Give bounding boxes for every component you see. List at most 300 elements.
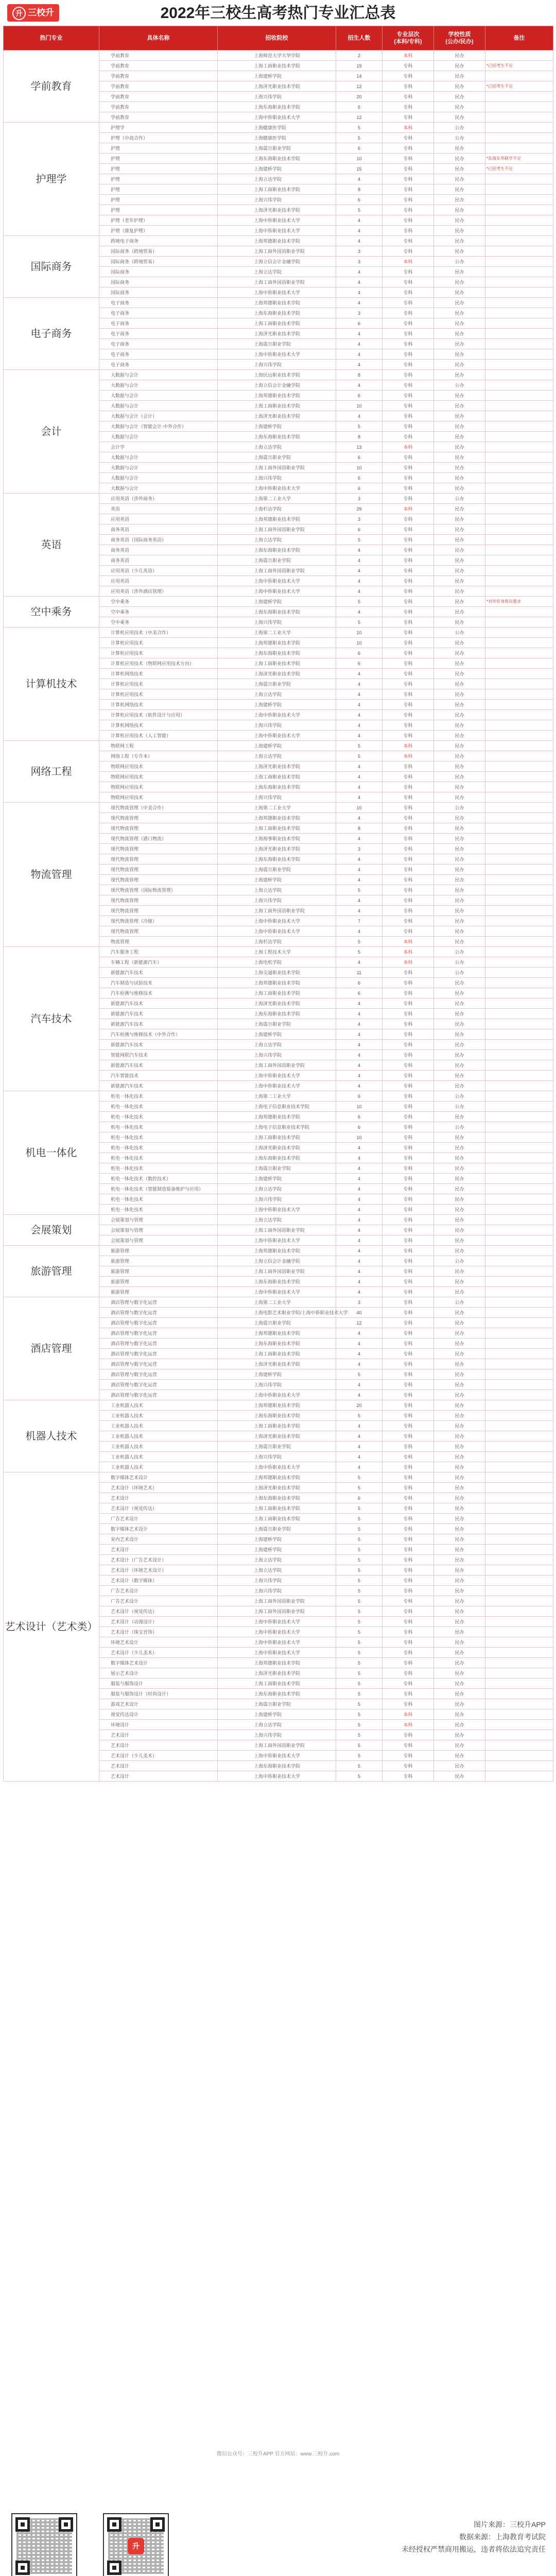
note-cell — [485, 277, 553, 287]
major-group-name: 机电一体化 — [4, 1091, 99, 1215]
nature-cell: 民办 — [434, 576, 485, 586]
nature-cell: 民办 — [434, 885, 485, 895]
school-cell: 上海东海职业技术学院 — [218, 102, 336, 112]
nature-cell: 民办 — [434, 1163, 485, 1174]
level-cell: 本科 — [383, 937, 434, 947]
school-cell: 上海工商职业技术学院 — [218, 1421, 336, 1431]
note-cell — [485, 1751, 553, 1761]
spec-cell: 广告艺术设计 — [99, 1514, 218, 1524]
spec-cell: 商务英语 — [99, 545, 218, 555]
note-cell — [485, 1565, 553, 1575]
level-cell: 专科 — [383, 1205, 434, 1215]
level-cell: 专科 — [383, 1235, 434, 1246]
nature-cell: 民办 — [434, 1720, 485, 1730]
note-cell — [485, 792, 553, 803]
note-cell — [485, 174, 553, 184]
level-cell: 专科 — [383, 854, 434, 865]
count-cell: 6 — [336, 1091, 383, 1101]
major-group-name: 会展策划 — [4, 1215, 99, 1246]
nature-cell: 民办 — [434, 731, 485, 741]
count-cell: 5 — [336, 1483, 383, 1493]
spec-cell: 新能源汽车技术 — [99, 1009, 218, 1019]
count-cell: 4 — [336, 679, 383, 689]
spec-cell: 跨境电子商务 — [99, 236, 218, 246]
school-cell: 上海工商外国语职业学院 — [218, 1060, 336, 1071]
spec-cell: 空中乘务 — [99, 597, 218, 607]
count-cell: 4 — [336, 586, 383, 597]
school-cell: 上海工商职业技术学院 — [218, 1503, 336, 1514]
count-cell: 4 — [336, 854, 383, 865]
nature-cell: 公办 — [434, 123, 485, 133]
spec-cell: 艺术设计（少儿美术） — [99, 1751, 218, 1761]
level-cell: 专科 — [383, 1246, 434, 1256]
note-cell — [485, 648, 553, 658]
count-cell: 7 — [336, 916, 383, 926]
count-cell: 4 — [336, 1452, 383, 1462]
level-cell: 专科 — [383, 1297, 434, 1308]
level-cell: 专科 — [383, 555, 434, 566]
level-cell: 专科 — [383, 1060, 434, 1071]
school-cell: 上海济光职业技术学院 — [218, 81, 336, 92]
note-cell — [485, 1534, 553, 1545]
nature-cell: 民办 — [434, 1730, 485, 1740]
count-cell: 5 — [336, 1720, 383, 1730]
note-cell — [485, 298, 553, 308]
note-cell — [485, 184, 553, 195]
nature-cell: 民办 — [434, 906, 485, 916]
school-cell: 上海震旦职业学院 — [218, 1524, 336, 1534]
school-cell: 上海建桥学院 — [218, 1709, 336, 1720]
nature-cell: 民办 — [434, 504, 485, 514]
school-cell: 上海工商职业技术学院 — [218, 988, 336, 998]
count-cell: 20 — [336, 92, 383, 102]
note-cell — [485, 246, 553, 257]
table-row — [4, 1400, 553, 1411]
level-cell: 专科 — [383, 164, 434, 174]
school-cell: 上海兴伟学院 — [218, 92, 336, 102]
nature-cell: 民办 — [434, 1658, 485, 1668]
spec-cell: 电子商务 — [99, 339, 218, 349]
spec-cell: 酒店管理与数字化运营 — [99, 1380, 218, 1390]
level-cell: 专科 — [383, 1050, 434, 1060]
level-cell: 专科 — [383, 1091, 434, 1101]
count-cell: 4 — [336, 1256, 383, 1266]
nature-cell: 民办 — [434, 267, 485, 277]
level-cell: 专科 — [383, 1380, 434, 1390]
count-cell: 4 — [336, 1235, 383, 1246]
count-cell: 4 — [336, 875, 383, 885]
nature-cell: 民办 — [434, 1709, 485, 1720]
nature-cell: 民办 — [434, 1514, 485, 1524]
qr-code-app[interactable] — [103, 2513, 169, 2576]
note-cell — [485, 1246, 553, 1256]
spec-cell: 大数据与会计 — [99, 401, 218, 411]
nature-cell: 民办 — [434, 524, 485, 535]
nature-cell: 民办 — [434, 566, 485, 576]
note-cell — [485, 607, 553, 617]
nature-cell: 民办 — [434, 710, 485, 720]
level-cell: 专科 — [383, 1071, 434, 1081]
school-cell: 上海立达学院 — [218, 442, 336, 452]
note-cell — [485, 782, 553, 792]
level-cell: 专科 — [383, 102, 434, 112]
spec-cell: 酒店管理与数字化运营 — [99, 1308, 218, 1318]
note-cell — [485, 1040, 553, 1050]
level-cell: 专科 — [383, 494, 434, 504]
nature-cell: 民办 — [434, 1019, 485, 1029]
nature-cell: 民办 — [434, 535, 485, 545]
count-cell: 4 — [336, 1174, 383, 1184]
note-cell — [485, 1617, 553, 1627]
spec-cell: 国际商务 — [99, 287, 218, 298]
nature-cell: 民办 — [434, 473, 485, 483]
note-cell — [485, 71, 553, 81]
note-cell — [485, 1390, 553, 1400]
level-cell: 专科 — [383, 535, 434, 545]
nature-cell: 民办 — [434, 1050, 485, 1060]
note-cell — [485, 123, 553, 133]
school-cell: 上海济光职业技术学院 — [218, 844, 336, 854]
note-cell — [485, 1071, 553, 1081]
count-cell: 4 — [336, 1349, 383, 1359]
note-cell — [485, 1205, 553, 1215]
spec-cell: 汽车检测与维修技术 — [99, 988, 218, 998]
spec-cell: 酒店管理与数字化运营 — [99, 1318, 218, 1328]
school-cell: 上海东海职业技术学院 — [218, 308, 336, 318]
note-cell — [485, 1081, 553, 1091]
note-cell — [485, 1318, 553, 1328]
count-cell: 5 — [336, 1637, 383, 1648]
nature-cell: 公办 — [434, 1101, 485, 1112]
note-cell — [485, 1163, 553, 1174]
count-cell: 5 — [336, 1555, 383, 1565]
note-cell — [485, 978, 553, 988]
nature-cell: 民办 — [434, 772, 485, 782]
school-cell: 上海中侨职业技术大学 — [218, 1287, 336, 1297]
note-cell — [485, 937, 553, 947]
nature-cell: 民办 — [434, 1009, 485, 1019]
school-cell: 上海邦德职业技术学院 — [218, 1246, 336, 1256]
school-cell: 上海工商职业技术学院 — [218, 318, 336, 329]
spec-cell: 护理 — [99, 154, 218, 164]
count-cell: 10 — [336, 1132, 383, 1143]
school-cell: 上海中侨职业技术大学 — [218, 586, 336, 597]
level-cell: 专科 — [383, 906, 434, 916]
count-cell: 15 — [336, 164, 383, 174]
major-group-name: 机器人技术 — [4, 1400, 99, 1472]
count-cell: 5 — [336, 123, 383, 133]
school-cell: 上海济光职业技术学院 — [218, 329, 336, 339]
note-cell — [485, 1483, 553, 1493]
note-cell — [485, 1575, 553, 1586]
count-cell: 5 — [336, 1617, 383, 1627]
school-cell: 上海建桥学院 — [218, 421, 336, 432]
nature-cell: 民办 — [434, 792, 485, 803]
level-cell: 专科 — [383, 926, 434, 937]
level-cell: 专科 — [383, 1308, 434, 1318]
count-cell: 10 — [336, 803, 383, 813]
count-cell: 5 — [336, 1627, 383, 1637]
count-cell: 10 — [336, 401, 383, 411]
level-cell: 专科 — [383, 463, 434, 473]
note-cell — [485, 1338, 553, 1349]
count-cell: 40 — [336, 1308, 383, 1318]
spec-cell: 汽车制造与试验技术 — [99, 978, 218, 988]
note-cell — [485, 545, 553, 555]
level-cell: 专科 — [383, 1637, 434, 1648]
nature-cell: 民办 — [434, 1411, 485, 1421]
note-cell — [485, 700, 553, 710]
school-cell: 上海工商外国语职业学院 — [218, 566, 336, 576]
credit-data: 数据来源：上海教育考试院 — [459, 2533, 546, 2541]
nature-cell: 民办 — [434, 318, 485, 329]
note-cell — [485, 1359, 553, 1369]
level-cell: 专科 — [383, 329, 434, 339]
spec-cell: 电子商务 — [99, 308, 218, 318]
spec-cell: 电子商务 — [99, 298, 218, 308]
level-cell: 专科 — [383, 360, 434, 370]
note-cell — [485, 92, 553, 102]
nature-cell: 民办 — [434, 339, 485, 349]
nature-cell: 民办 — [434, 1442, 485, 1452]
nature-cell: 民办 — [434, 1029, 485, 1040]
level-cell: 本科 — [383, 504, 434, 514]
level-cell: 本科 — [383, 1709, 434, 1720]
note-cell — [485, 1524, 553, 1534]
school-cell: 上海邦德职业技术学院 — [218, 1112, 336, 1122]
nature-cell: 公办 — [434, 628, 485, 638]
level-cell: 专科 — [383, 1215, 434, 1225]
note-cell — [485, 1297, 553, 1308]
count-cell: 4 — [336, 1421, 383, 1431]
spec-cell: 学前教育 — [99, 112, 218, 123]
nature-cell: 民办 — [434, 1668, 485, 1679]
level-cell: 专科 — [383, 1493, 434, 1503]
footer — [0, 2441, 556, 2576]
level-cell: 专科 — [383, 885, 434, 895]
school-cell: 上海济光职业技术学院 — [218, 1668, 336, 1679]
count-cell: 6 — [336, 658, 383, 669]
spec-cell: 旅游管理 — [99, 1256, 218, 1266]
note-cell — [485, 916, 553, 926]
spec-cell: 旅游管理 — [99, 1246, 218, 1256]
count-cell: 3 — [336, 246, 383, 257]
spec-cell: 计算机网络技术 — [99, 669, 218, 679]
spec-cell: 会展策划与管理 — [99, 1235, 218, 1246]
count-cell: 4 — [336, 865, 383, 875]
note-cell — [485, 329, 553, 339]
school-cell: 上海东海职业技术学院 — [218, 1009, 336, 1019]
note-cell: *已招考生不足 — [485, 164, 553, 174]
nature-cell: 民办 — [434, 143, 485, 154]
nature-cell: 民办 — [434, 1390, 485, 1400]
nature-cell: 民办 — [434, 1338, 485, 1349]
nature-cell: 民办 — [434, 1380, 485, 1390]
note-cell — [485, 906, 553, 916]
spec-cell: 机电一体化技术 — [99, 1112, 218, 1122]
spec-cell: 电子商务 — [99, 349, 218, 360]
level-cell: 专科 — [383, 154, 434, 164]
nature-cell: 民办 — [434, 638, 485, 648]
nature-cell: 民办 — [434, 854, 485, 865]
level-cell: 专科 — [383, 1462, 434, 1472]
spec-cell: 酒店管理与数字化运营 — [99, 1359, 218, 1369]
level-cell: 专科 — [383, 607, 434, 617]
school-cell: 上海立达学院 — [218, 751, 336, 761]
nature-cell: 民办 — [434, 834, 485, 844]
count-cell: 5 — [336, 1740, 383, 1751]
nature-cell: 民办 — [434, 617, 485, 628]
table-row — [4, 1246, 553, 1256]
col-nature: 学校性质 (公办/民办) — [434, 26, 485, 50]
nature-cell: 民办 — [434, 1596, 485, 1606]
spec-cell: 现代物流管理（国际物流管理） — [99, 885, 218, 895]
school-cell: 上海第二工业大学 — [218, 628, 336, 638]
school-cell: 上海工商职业技术学院 — [218, 772, 336, 782]
school-cell: 上海东海职业技术学院 — [218, 545, 336, 555]
count-cell: 4 — [336, 1338, 383, 1349]
spec-cell: 物联网应用技术 — [99, 772, 218, 782]
level-cell: 专科 — [383, 1040, 434, 1050]
count-cell: 10 — [336, 154, 383, 164]
note-cell — [485, 1627, 553, 1637]
note-cell — [485, 1514, 553, 1524]
school-cell: 上海工商职业技术学院 — [218, 658, 336, 669]
note-cell — [485, 586, 553, 597]
nature-cell: 民办 — [434, 865, 485, 875]
spec-cell: 现代物流管理（冷链） — [99, 916, 218, 926]
note-cell — [485, 803, 553, 813]
level-cell: 专科 — [383, 720, 434, 731]
school-cell: 上海兴伟学院 — [218, 1050, 336, 1060]
school-cell: 上海东海职业技术学院 — [218, 607, 336, 617]
level-cell: 专科 — [383, 834, 434, 844]
level-cell: 专科 — [383, 998, 434, 1009]
note-cell — [485, 1442, 553, 1452]
level-cell: 专科 — [383, 1751, 434, 1761]
note-cell — [485, 360, 553, 370]
level-cell: 专科 — [383, 545, 434, 555]
spec-cell: 新能源汽车技术 — [99, 1019, 218, 1029]
school-cell: 上海立达学院 — [218, 267, 336, 277]
note-cell — [485, 1112, 553, 1122]
level-cell: 专科 — [383, 380, 434, 391]
school-cell: 上海立达学院 — [218, 1215, 336, 1225]
nature-cell: 民办 — [434, 607, 485, 617]
qr-code-wechat[interactable] — [11, 2513, 77, 2576]
nature-cell: 民办 — [434, 597, 485, 607]
level-cell: 专科 — [383, 112, 434, 123]
school-cell: 上海邦德职业技术学院 — [218, 514, 336, 524]
spec-cell: 学前教育 — [99, 102, 218, 112]
count-cell: 4 — [336, 1040, 383, 1050]
level-cell: 本科 — [383, 741, 434, 751]
nature-cell: 民办 — [434, 648, 485, 658]
nature-cell: 民办 — [434, 1215, 485, 1225]
count-cell: 5 — [336, 1596, 383, 1606]
level-cell: 专科 — [383, 1225, 434, 1235]
nature-cell: 民办 — [434, 61, 485, 71]
major-group-name: 会计 — [4, 370, 99, 494]
spec-cell: 酒店管理与数字化运营 — [99, 1328, 218, 1338]
spec-cell: 计算机网络技术 — [99, 720, 218, 731]
spec-cell: 计算机应用技术 — [99, 648, 218, 658]
spec-cell: 电子商务 — [99, 360, 218, 370]
count-cell: 3 — [336, 1297, 383, 1308]
table-row — [4, 628, 553, 638]
level-cell: 专科 — [383, 1009, 434, 1019]
nature-cell: 民办 — [434, 442, 485, 452]
count-cell: 5 — [336, 133, 383, 143]
count-cell: 4 — [336, 1462, 383, 1472]
spec-cell: 服装与服饰设计（时尚设计） — [99, 1689, 218, 1699]
school-cell: 上海健康医学院 — [218, 133, 336, 143]
spec-cell: 大数据与会计 — [99, 391, 218, 401]
spec-cell: 艺术设计 — [99, 1771, 218, 1782]
school-cell: 上海济光职业技术学院 — [218, 761, 336, 772]
note-cell — [485, 772, 553, 782]
note-cell — [485, 1462, 553, 1472]
school-cell: 上海师范大学天华学院 — [218, 50, 336, 61]
note-cell — [485, 391, 553, 401]
school-cell: 上海东海职业技术学院 — [218, 1277, 336, 1287]
level-cell: 专科 — [383, 679, 434, 689]
note-cell — [485, 1400, 553, 1411]
school-cell: 上海工商外国语职业学院 — [218, 1266, 336, 1277]
school-cell: 上海兴伟学院 — [218, 792, 336, 803]
school-cell: 上海济光职业技术学院 — [218, 998, 336, 1009]
note-cell — [485, 1689, 553, 1699]
spec-cell: 新能源汽车技术 — [99, 998, 218, 1009]
major-group-name: 网络工程 — [4, 741, 99, 803]
count-cell: 4 — [336, 731, 383, 741]
school-cell: 上海中侨职业技术大学 — [218, 710, 336, 720]
school-cell: 上海交通职业技术学院 — [218, 968, 336, 978]
count-cell: 4 — [336, 1215, 383, 1225]
level-cell: 专科 — [383, 803, 434, 813]
school-cell: 上海第二工业大学 — [218, 494, 336, 504]
nature-cell: 民办 — [434, 1400, 485, 1411]
count-cell: 4 — [336, 1194, 383, 1205]
spec-cell: 应用英语（少儿英语） — [99, 566, 218, 576]
spec-cell: 网络工程（专升本） — [99, 751, 218, 761]
nature-cell: 公办 — [434, 257, 485, 267]
nature-cell: 民办 — [434, 1761, 485, 1771]
note-cell — [485, 452, 553, 463]
nature-cell: 公办 — [434, 1256, 485, 1266]
note-cell — [485, 1235, 553, 1246]
count-cell: 12 — [336, 1318, 383, 1328]
count-cell: 4 — [336, 566, 383, 576]
note-cell: *已招考生不足 — [485, 61, 553, 71]
note-cell — [485, 483, 553, 494]
school-cell: 上海建桥学院 — [218, 1369, 336, 1380]
count-cell: 4 — [336, 1390, 383, 1400]
level-cell: 专科 — [383, 1277, 434, 1287]
level-cell: 专科 — [383, 988, 434, 998]
count-cell: 4 — [336, 1081, 383, 1091]
level-cell: 专科 — [383, 1328, 434, 1338]
level-cell: 专科 — [383, 1689, 434, 1699]
note-cell — [485, 998, 553, 1009]
school-cell: 上海震旦职业学院 — [218, 555, 336, 566]
spec-cell: 会展策划与管理 — [99, 1225, 218, 1235]
count-cell: 6 — [336, 318, 383, 329]
note-cell — [485, 1411, 553, 1421]
spec-cell: 车辆工程（新能源汽车） — [99, 957, 218, 968]
spec-cell: 大数据与会计 — [99, 452, 218, 463]
spec-cell: 酒店管理与数字化运营 — [99, 1369, 218, 1380]
